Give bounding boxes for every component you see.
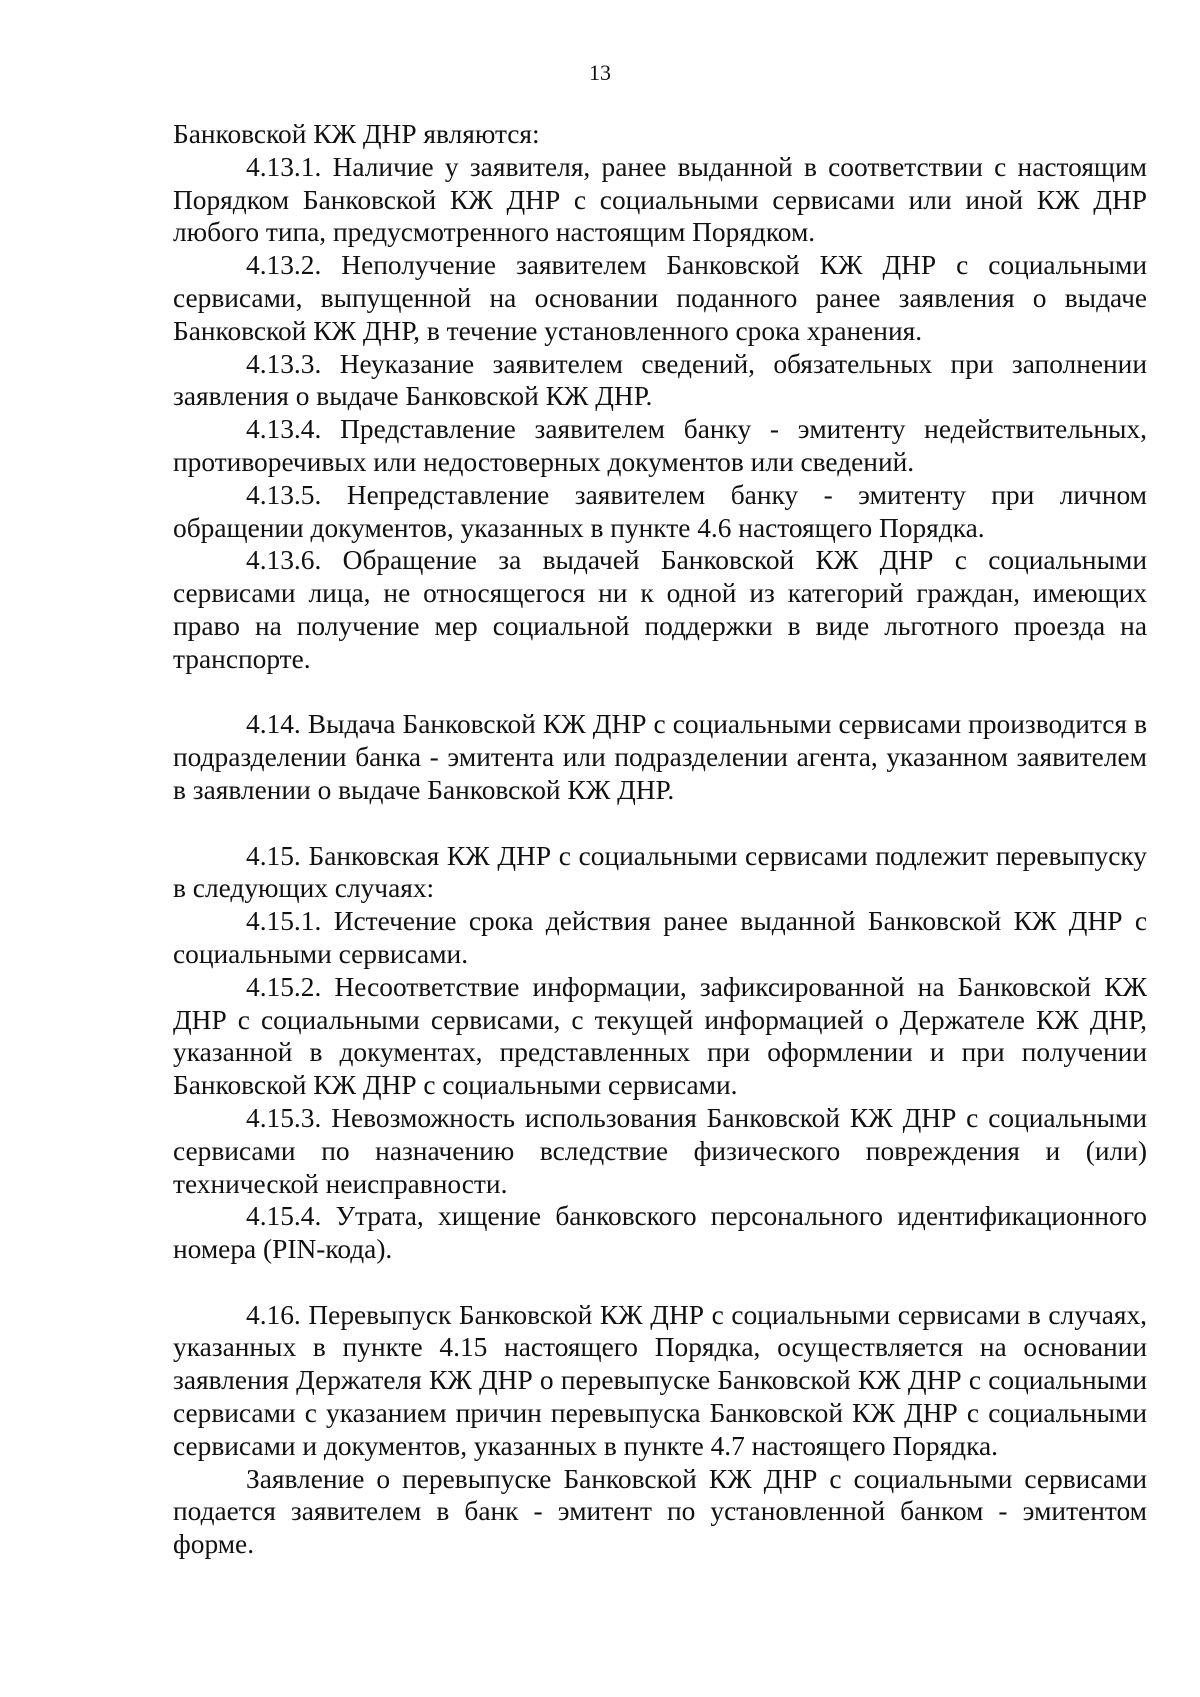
paragraph-4-16: 4.16. Перевыпуск Банковской КЖ ДНР с социальными сервисами в случаях, указанных в пункте 4.15 настоящего Порядка, осуществляется на основании заявления Держателя КЖ ДНР о перевыпуске Банковской КЖ ДНР с социальными сервисами с указанием причин перевыпуска Банковской КЖ ДНР с социальными сервисами и документов, указанных в пункте 4.7 настоящего Порядка.: [173, 1299, 1147, 1461]
paragraph-4-15-1: 4.15.1. Истечение срока действия ранее выданной Банковской КЖ ДНР с социальными сервисами.: [173, 906, 1147, 969]
paragraph-4-14: 4.14. Выдача Банковской КЖ ДНР с социальными сервисами производится в подразделении банка - эмитента или подразделении агента, указанном заявителем в заявлении о выдаче Банковской КЖ ДНР.: [173, 709, 1147, 805]
paragraph-4-15-2: 4.15.2. Несоответствие информации, зафиксированной на Банковской КЖ ДНР с социальными сервисами, с текущей информацией о Держателе КЖ ДНР, указанной в документах, представленных при оформлении и при получении Банковской КЖ ДНР с социальными сервисами.: [173, 971, 1147, 1101]
paragraph-4-15-4: 4.15.4. Утрата, хищение банковского персонального идентификационного номера (PIN-кода).: [173, 1201, 1147, 1265]
paragraph-4-13-2: 4.13.2. Неполучение заявителем Банковской КЖ ДНР с социальными сервисами, выпущенной на основании поданного ранее заявления о выдаче Банковской КЖ ДНР, в течение установленного срока хранения.: [173, 250, 1147, 346]
paragraph-4-13-6: 4.13.6. Обращение за выдачей Банковской КЖ ДНР с социальными сервисами лица, не относящегося ни к одной из категорий граждан, имеющих право на получение мер социальной поддержки в виде льготного проезда на транспорте.: [173, 545, 1147, 674]
page-number: 13: [589, 60, 611, 85]
paragraph-reissue-application: Заявление о перевыпуске Банковской КЖ ДНР с социальными сервисами подается заявителем в банк - эмитент по установленной банком - эмитентом форме.: [173, 1463, 1147, 1560]
paragraph-4-15: 4.15. Банковская КЖ ДНР с социальными сервисами подлежит перевыпуску в следующих случаях:: [173, 840, 1147, 904]
paragraph-4-13-3: 4.13.3. Неуказание заявителем сведений, обязательных при заполнении заявления о выдаче Банковской КЖ ДНР.: [173, 348, 1147, 412]
paragraph-4-13-4: 4.13.4. Представление заявителем банку - эмитенту недействительных, противоречивых или недостоверных документов или сведений.: [173, 414, 1147, 477]
paragraph-4-15-3: 4.15.3. Невозможность использования Банковской КЖ ДНР с социальными сервисами по назначению вследствие физического повреждения и (или) технической неисправности.: [173, 1102, 1147, 1199]
paragraph-continuation: Банковской КЖ ДНР являются:: [173, 119, 540, 149]
paragraph-4-13-1: 4.13.1. Наличие у заявителя, ранее выданной в соответствии с настоящим Порядком Банковской КЖ ДНР с социальными сервисами или иной КЖ ДНР любого типа, предусмотренного настоящим Порядком.: [173, 151, 1147, 248]
document-body: [173, 118, 1147, 1561]
paragraph-4-13-5: 4.13.5. Непредставление заявителем банку - эмитенту при личном обращении документов, указанных в пункте 4.6 настоящего Порядка.: [173, 479, 1147, 543]
